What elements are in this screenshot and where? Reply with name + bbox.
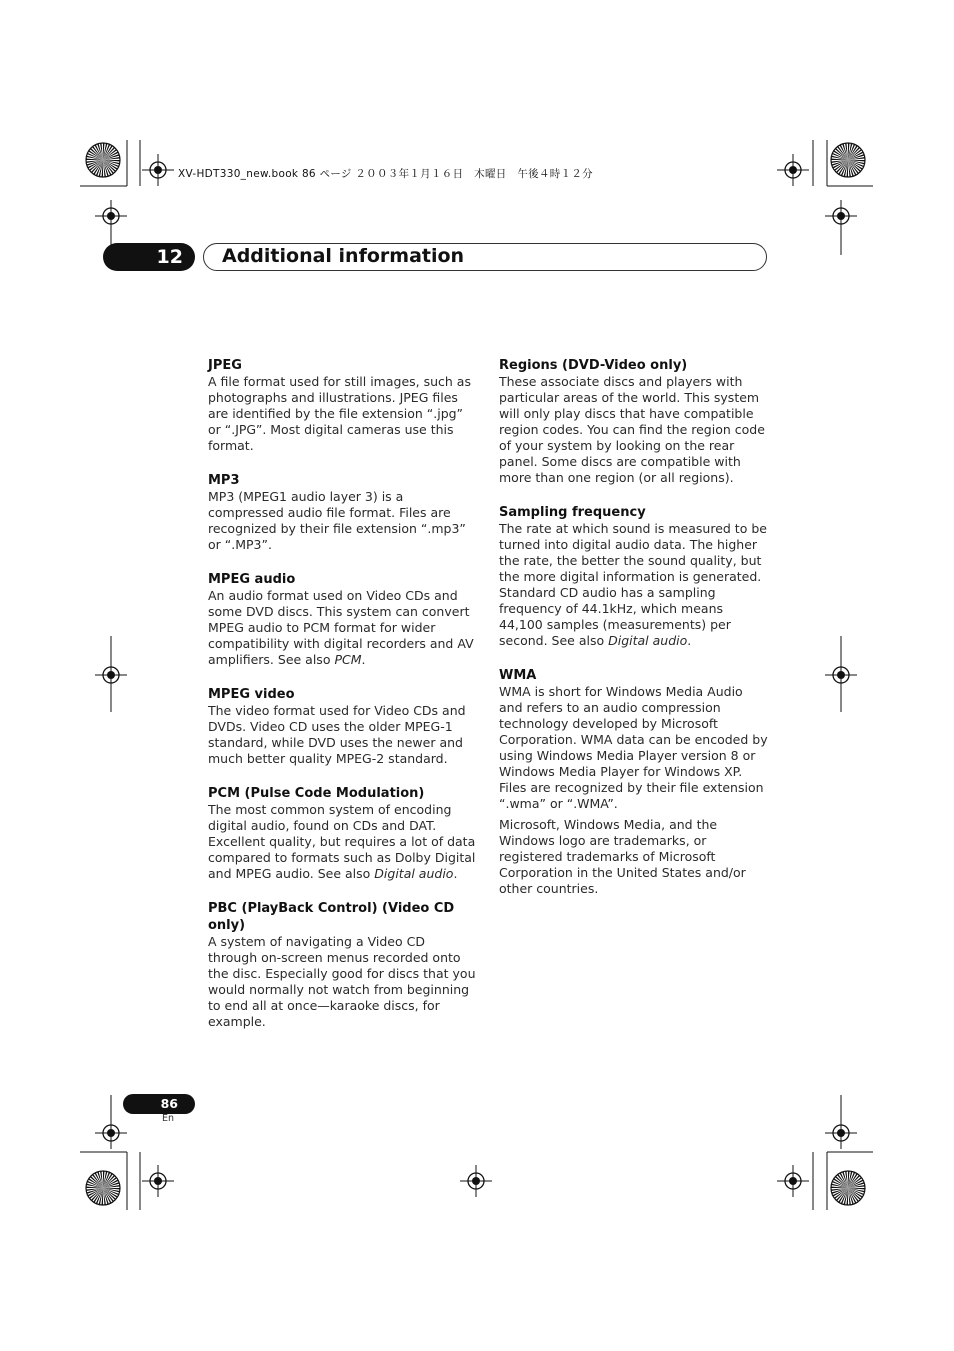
glossary-entry: [499, 504, 769, 649]
glossary-term: MPEG audio: [208, 572, 296, 587]
glossary-definition: [208, 374, 478, 454]
definition-text: The most common system of encoding digital audio, found on CDs and DAT. Excellent quality, but requires a lot of data compared to formats such as Dolby Digital and MPEG audio. See also: [208, 802, 476, 881]
glossary-term: JPEG: [208, 358, 242, 373]
glossary-term: MPEG video: [208, 687, 295, 702]
glossary-definition: [499, 374, 769, 486]
chapter-number-badge: 12: [103, 243, 195, 271]
glossary-definition: [208, 934, 478, 1030]
glossary-term: PBC (PlayBack Control) (Video CD only): [208, 901, 455, 933]
glossary-entry: [208, 357, 478, 454]
definition-text: MP3 (MPEG1 audio layer 3) is a compressed audio file format. Files are recognized by their file extension “.mp3” or “.MP3”.: [208, 489, 466, 552]
glossary-entry: [499, 357, 769, 486]
glossary-column-right: [499, 357, 769, 915]
definition-text: The rate at which sound is measured to be turned into digital audio data. The higher the rate, the better the sound quality, but the more digital information is generated. Standard CD audio has a sampling frequency of 44.1kHz, which means 44,100 samples (measurements) per second. See also: [499, 521, 767, 648]
glossary-term: Regions (DVD-Video only): [499, 358, 688, 373]
definition-text: The video format used for Video CDs and DVDs. Video CD uses the older MPEG-1 standard, while DVD uses the newer and much better quality MPEG-2 standard.: [208, 703, 466, 766]
glossary-entry: [499, 667, 769, 897]
definition-tail: .: [687, 633, 692, 648]
glossary-entry: [208, 785, 478, 882]
glossary-entry: [208, 571, 478, 668]
glossary-definition: [208, 802, 478, 882]
starburst-target-icon: [86, 143, 120, 177]
starburst-target-icon: [86, 1171, 120, 1205]
glossary-entry: [208, 686, 478, 767]
definition-text: These associate discs and players with particular areas of the world. This system will only play discs that have compatible region codes. You can find the region code of your system by looking on the rear panel. Some discs are compatible with more than one region (or all regions).: [499, 374, 765, 485]
definition-text: A system of navigating a Video CD through on-screen menus recorded onto the disc. Especially good for discs that you would normally not watch from beginning to end all at once—karaoke discs, for example.: [208, 934, 476, 1029]
glossary-definition: [499, 521, 769, 649]
glossary-column-left: [208, 357, 478, 1048]
glossary-entry: [208, 900, 478, 1030]
glossary-definition: [499, 684, 769, 812]
cross-reference: Digital audio: [374, 866, 454, 881]
definition-text: A file format used for still images, such as photographs and illustrations. JPEG files are identified by the file extension “.jpg” or “.JPG”. Most digital cameras use this format.: [208, 374, 471, 453]
definition-text: WMA is short for Windows Media Audio and refers to an audio compression technology developed by Microsoft Corporation. WMA data can be encoded by using Windows Media Player version 8 or Windows Media Player for Windows XP. Files are recognized by their file extension “.wma” or “.WMA”.: [499, 684, 768, 811]
page-number: 86: [123, 1094, 195, 1114]
cross-reference: PCM: [334, 652, 362, 667]
glossary-definition: [208, 489, 478, 553]
definition-text: An audio format used on Video CDs and some DVD discs. This system can convert MPEG audio to PCM format for wider compatibility with digital recorders and AV amplifiers. See also: [208, 588, 474, 667]
glossary-entry: [208, 472, 478, 553]
definition-tail: .: [453, 866, 458, 881]
print-header: XV-HDT330_new.book 86 ページ ２００３年１月１６日 木曜日 午後４時１２分: [178, 168, 593, 180]
page-language: En: [162, 1113, 175, 1124]
starburst-target-icon: [831, 143, 865, 177]
definition-text: Microsoft, Windows Media, and the Windows logo are trademarks, or registered trademarks of Microsoft Corporation in the United States and/or other countries.: [499, 817, 746, 896]
glossary-term: WMA: [499, 668, 537, 683]
cross-reference: Digital audio: [608, 633, 688, 648]
glossary-definition: [208, 703, 478, 767]
glossary-definition: [208, 588, 478, 668]
glossary-term: Sampling frequency: [499, 505, 646, 520]
starburst-target-icon: [831, 1171, 865, 1205]
chapter-title: Additional information: [222, 245, 465, 267]
glossary-definition: [499, 817, 769, 897]
glossary-term: MP3: [208, 473, 240, 488]
definition-tail: .: [361, 652, 366, 667]
glossary-term: PCM (Pulse Code Modulation): [208, 786, 425, 801]
